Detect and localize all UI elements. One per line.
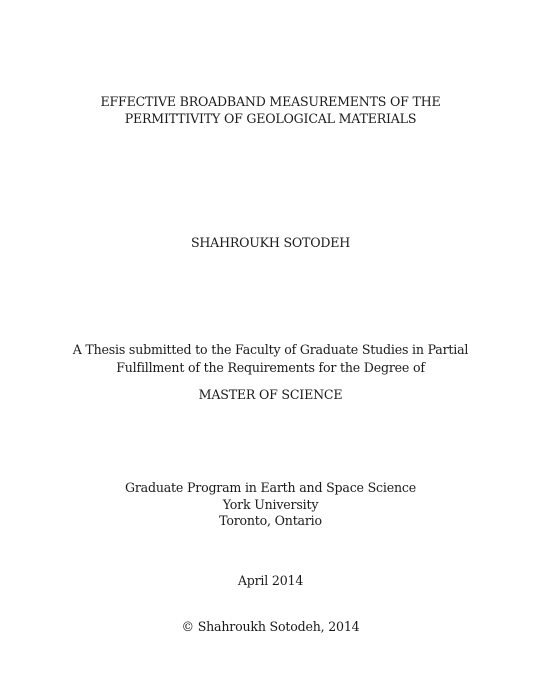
submission-statement-line-2: Fulfillment of the Requirements for the Degree of [116, 360, 425, 375]
submission-statement-line-1: A Thesis submitted to the Faculty of Graduate Studies in Partial [72, 342, 469, 357]
location: Toronto, Ontario [219, 513, 322, 528]
copyright-notice: © Shahroukh Sotodeh, 2014 [181, 619, 360, 634]
university-name: York University [222, 497, 319, 512]
degree-name: MASTER OF SCIENCE [198, 387, 343, 402]
thesis-title-line-1: EFFECTIVE BROADBAND MEASUREMENTS OF THE [100, 94, 441, 109]
program-name: Graduate Program in Earth and Space Science [124, 480, 416, 495]
author-name: SHAHROUKH SOTODEH [190, 235, 351, 250]
submission-date: April 2014 [237, 573, 304, 588]
thesis-title-line-2: PERMITTIVITY OF GEOLOGICAL MATERIALS [124, 111, 417, 126]
